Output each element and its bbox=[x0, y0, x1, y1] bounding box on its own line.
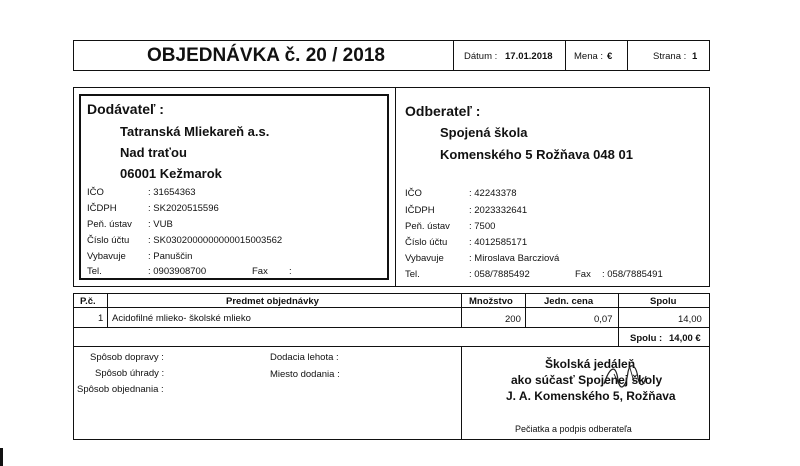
customer-account-label: Číslo účtu bbox=[405, 237, 448, 248]
customer-tel-value: : 058/7885492 bbox=[469, 269, 530, 280]
customer-contact-label: Vybavuje bbox=[405, 253, 444, 264]
page-title: OBJEDNÁVKA č. 20 / 2018 bbox=[147, 45, 385, 66]
supplier-account-label: Číslo účtu bbox=[87, 235, 130, 246]
supplier-ico-value: : 31654363 bbox=[148, 187, 196, 198]
supplier-tel-label: Tel. bbox=[87, 266, 102, 277]
page-value: 1 bbox=[692, 51, 698, 62]
table-sum-bottom-line bbox=[73, 346, 710, 347]
scan-edge-mark bbox=[0, 448, 3, 466]
supplier-contact-label: Vybavuje bbox=[87, 251, 126, 262]
currency-label: Mena : bbox=[574, 51, 604, 62]
customer-heading: Odberateľ : bbox=[405, 103, 481, 119]
supplier-fax-value: : bbox=[289, 266, 292, 277]
supplier-city: 06001 Kežmarok bbox=[120, 166, 222, 181]
supplier-tel-value: : 0903908700 bbox=[148, 266, 207, 277]
col-line-2 bbox=[461, 293, 462, 327]
currency-value: € bbox=[607, 51, 613, 62]
customer-icdph-value: : 2023332641 bbox=[469, 205, 528, 216]
supplier-icdph-value: : SK2020515596 bbox=[148, 203, 219, 214]
col-header-no: P.č. bbox=[80, 296, 96, 307]
page-label: Strana : bbox=[653, 51, 687, 62]
row-unit-price: 0,07 bbox=[594, 314, 613, 325]
stamp-line-3: J. A. Komenského 5, Rožňava bbox=[506, 389, 676, 403]
table-bottom-line bbox=[73, 439, 710, 440]
sum-label: Spolu : bbox=[630, 333, 663, 344]
signature-caption: Pečiatka a podpis odberateľa bbox=[515, 424, 632, 434]
supplier-icdph-label: IČDPH bbox=[87, 203, 117, 214]
date-label: Dátum : bbox=[464, 51, 498, 62]
supplier-contact-value: : Panuščin bbox=[148, 251, 193, 262]
customer-account-value: : 4012585171 bbox=[469, 237, 528, 248]
table-right-line bbox=[709, 293, 710, 440]
supplier-bank-label: Peň. ústav bbox=[87, 219, 132, 230]
customer-bank-value: : 7500 bbox=[469, 221, 496, 232]
customer-name: Spojená škola bbox=[440, 125, 528, 140]
customer-bank-label: Peň. ústav bbox=[405, 221, 450, 232]
supplier-heading: Dodávateľ : bbox=[87, 101, 164, 117]
customer-address: Komenského 5 Rožňava 048 01 bbox=[440, 147, 633, 162]
footer-col-line bbox=[461, 346, 462, 439]
transport-label: Spôsob dopravy : bbox=[90, 352, 164, 363]
row-total: 14,00 bbox=[678, 314, 702, 325]
customer-tel-label: Tel. bbox=[405, 269, 420, 280]
parties-divider bbox=[395, 87, 396, 287]
table-row-bottom-line bbox=[73, 327, 710, 328]
header-divider-3 bbox=[627, 40, 628, 71]
col-header-unit-price: Jedn. cena bbox=[544, 296, 594, 307]
col-line-1 bbox=[107, 293, 108, 327]
col-header-subject: Predmet objednávky bbox=[226, 296, 319, 307]
supplier-street: Nad traťou bbox=[120, 145, 187, 160]
supplier-account-value: : SK0302000000000015003562 bbox=[148, 235, 283, 246]
place-label: Miesto dodania : bbox=[270, 369, 340, 380]
customer-ico-label: IČO bbox=[405, 188, 422, 199]
supplier-name: Tatranská Mliekareň a.s. bbox=[120, 124, 270, 139]
signature-scribble bbox=[600, 358, 650, 398]
supplier-ico-label: IČO bbox=[87, 187, 104, 198]
header-divider-2 bbox=[565, 40, 566, 71]
row-qty: 200 bbox=[505, 314, 521, 325]
header-divider-1 bbox=[453, 40, 454, 71]
customer-ico-value: : 42243378 bbox=[469, 188, 517, 199]
col-line-3 bbox=[525, 293, 526, 327]
date-value: 17.01.2018 bbox=[505, 51, 553, 62]
row-subject: Acidofilné mlieko- školské mlieko bbox=[112, 313, 251, 324]
sum-value: 14,00 € bbox=[669, 333, 701, 344]
customer-fax-label: Fax bbox=[575, 269, 591, 280]
stamp-line-2: ako súčasť Spojenej školy bbox=[511, 373, 663, 387]
row-no: 1 bbox=[98, 313, 104, 324]
customer-contact-value: : Miroslava Barcziová bbox=[469, 253, 560, 264]
col-header-total: Spolu bbox=[650, 296, 677, 307]
delivery-label: Dodacia lehota : bbox=[270, 352, 339, 363]
payment-label: Spôsob úhrady : bbox=[95, 368, 165, 379]
col-line-4 bbox=[618, 293, 619, 346]
stamp-line-1: Školská jedáleň bbox=[545, 357, 636, 371]
table-header-bottom-line bbox=[73, 307, 710, 308]
table-left-line bbox=[73, 293, 74, 440]
supplier-fax-label: Fax bbox=[252, 266, 268, 277]
customer-icdph-label: IČDPH bbox=[405, 205, 435, 216]
col-header-qty: Množstvo bbox=[469, 296, 513, 307]
order-method-label: Spôsob objednania : bbox=[77, 384, 164, 395]
customer-fax-value: : 058/7885491 bbox=[602, 269, 663, 280]
table-top-line bbox=[73, 293, 710, 294]
supplier-bank-value: : VUB bbox=[148, 219, 173, 230]
